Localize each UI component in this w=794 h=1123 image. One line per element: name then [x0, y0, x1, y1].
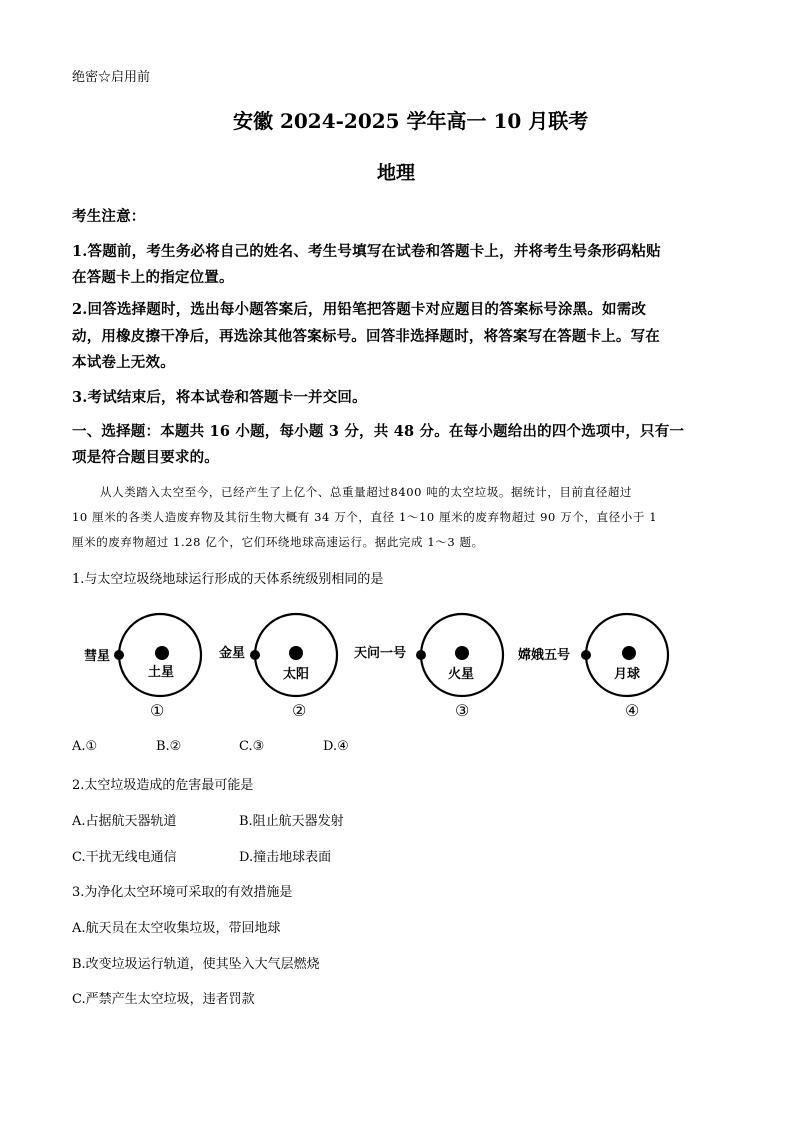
exam-title: 安徽 2024-2025 学年高一 10 月联考 — [233, 109, 589, 133]
center-body-dot — [155, 646, 169, 660]
question-1-stem: 1.与太空垃圾绕地球运行形成的天体系统级别相同的是 — [72, 572, 384, 587]
orbiter-dot — [114, 650, 124, 660]
orbit-diagrams — [0, 600, 794, 725]
orbiter-label: 天问一号 — [354, 646, 407, 661]
question-2-option-a: A.占据航天器轨道 — [72, 814, 177, 829]
notice-item-3: 3.考试结束后，将本试卷和答题卡一并交回。 — [72, 389, 367, 406]
notice-item-1-line-1: 1.答题前，考生务必将自己的姓名、考生号填写在试卷和答题卡上，并将考生号条形码粘贴 — [72, 243, 661, 260]
notice-item-1-line-2: 在答题卡上的指定位置。 — [72, 269, 234, 286]
notice-heading: 考生注意： — [72, 208, 146, 225]
question-2-option-c: C.干扰无线电通信 — [72, 850, 177, 865]
question-2-stem: 2.太空垃圾造成的危害最可能是 — [72, 778, 254, 793]
secret-mark: 绝密☆启用前 — [72, 70, 151, 85]
orbiter-dot — [581, 650, 591, 660]
center-label: 土星 — [148, 665, 175, 680]
notice-item-2-line-3: 本试卷上无效。 — [72, 354, 175, 371]
orbiter-dot — [416, 650, 426, 660]
section-1-line-1: 一、选择题：本题共 16 小题，每小题 3 分，共 48 分。在每小题给出的四个选项中，只有一 — [72, 423, 685, 440]
question-1-option-d: D.④ — [323, 739, 349, 754]
question-3-option-b: B.改变垃圾运行轨道，使其坠入大气层燃烧 — [72, 957, 320, 972]
diagram-number: ④ — [625, 701, 640, 720]
center-body-dot — [622, 646, 636, 660]
passage-line-1: 从人类踏入太空至今，已经产生了上亿个、总重量超过8400 吨的太空垃圾。据统计，目前直径超过 — [100, 485, 633, 499]
center-label: 太阳 — [283, 667, 310, 682]
question-3-option-a: A.航天员在太空收集垃圾，带回地球 — [72, 921, 281, 936]
orbit-diagram-1 — [84, 614, 201, 720]
center-label: 火星 — [448, 667, 475, 682]
orbiter-label: 金星 — [219, 646, 246, 661]
diagram-number: ③ — [455, 701, 470, 720]
question-1-option-a: A.① — [72, 739, 98, 754]
orbiter-dot — [250, 650, 260, 660]
center-body-dot — [289, 646, 303, 660]
question-2-option-b: B.阻止航天器发射 — [239, 814, 344, 829]
notice-item-2-line-2: 动，用橡皮擦干净后，再选涂其他答案标号。回答非选择题时，将答案写在答题卡上。写在 — [72, 328, 660, 345]
subject-title: 地理 — [377, 162, 416, 184]
question-1-option-b: B.② — [156, 739, 182, 754]
passage-line-3: 厘米的废弃物超过 1.28 亿个，它们环绕地球高速运行。据此完成 1～3 题。 — [72, 535, 484, 549]
orbit-diagram-2 — [219, 614, 337, 720]
question-3-option-c: C.严禁产生太空垃圾，违者罚款 — [72, 992, 255, 1007]
section-1-line-2: 项是符合题目要求的。 — [72, 449, 219, 466]
orbiter-label: 嫦娥五号 — [518, 648, 571, 663]
center-body-dot — [455, 646, 469, 660]
diagram-number: ① — [150, 701, 165, 720]
question-3-stem: 3.为净化太空环境可采取的有效措施是 — [72, 885, 293, 900]
orbit-diagram-3 — [354, 614, 503, 720]
orbiter-label: 彗星 — [84, 649, 111, 664]
question-1-option-c: C.③ — [239, 739, 265, 754]
notice-item-2-line-1: 2.回答选择题时，选出每小题答案后，用铅笔把答题卡对应题目的答案标号涂黑。如需改 — [72, 301, 647, 318]
center-label: 月球 — [614, 667, 641, 682]
diagram-number: ② — [292, 701, 307, 720]
orbit-diagram-4 — [518, 614, 668, 720]
question-2-option-d: D.撞击地球表面 — [239, 850, 332, 865]
passage-line-2: 10 厘米的各类人造废弃物及其衍生物大概有 34 万个，直径 1～10 厘米的废弃物超过 90 万个，直径小于 1 — [72, 510, 658, 524]
